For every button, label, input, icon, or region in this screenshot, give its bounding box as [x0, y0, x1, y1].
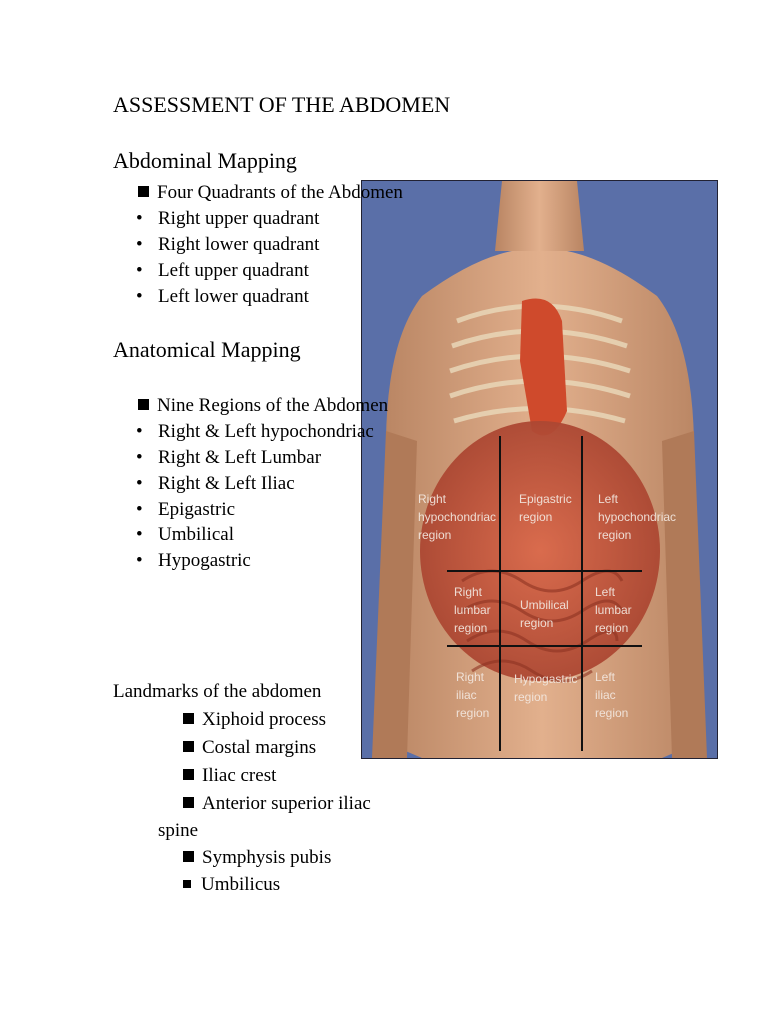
- list-item: • Right upper quadrant: [136, 208, 320, 229]
- list-item: • Right & Left hypochondriac: [136, 421, 374, 442]
- region-label-left-hypochondriac: Left hypochondriac region: [598, 492, 677, 542]
- list-item: Costal margins: [183, 735, 316, 761]
- nine-regions-subheading: Nine Regions of the Abdomen: [138, 393, 388, 419]
- page-title: ASSESSMENT OF THE ABDOMEN: [113, 92, 451, 117]
- list-item: • Umbilical: [136, 524, 234, 545]
- list-item: Symphysis pubis: [183, 845, 331, 871]
- region-label-left-lumbar: Left lumbar region: [595, 585, 632, 635]
- list-item: • Epigastric: [136, 499, 236, 520]
- region-label-right-iliac: Right iliac region: [456, 670, 490, 720]
- region-label-right-hypochondriac: Right hypochondriac region: [418, 492, 497, 542]
- square-bullet-icon: [183, 851, 194, 862]
- square-bullet-icon: [138, 186, 149, 197]
- region-label-umbilical: Umbilical region: [520, 598, 569, 630]
- list-item: • Right & Left Lumbar: [136, 447, 322, 468]
- list-item: Anterior superior iliac: [183, 791, 371, 817]
- list-item: • Left upper quadrant: [136, 260, 309, 281]
- region-label-hypogastric: Hypogastric region: [514, 672, 578, 704]
- anatomical-mapping-heading: Anatomical Mapping: [113, 337, 301, 362]
- square-bullet-icon: [183, 769, 194, 780]
- region-label-left-iliac: Left iliac region: [595, 670, 629, 720]
- square-bullet-icon: [183, 797, 194, 808]
- list-item-continuation: spine: [158, 820, 199, 841]
- square-bullet-icon: [138, 399, 149, 410]
- four-quadrants-subheading: Four Quadrants of the Abdomen: [138, 180, 403, 206]
- square-bullet-icon: [183, 741, 194, 752]
- list-item: Iliac crest: [183, 763, 276, 789]
- abdominal-regions-figure: [361, 180, 718, 759]
- landmarks-heading: Landmarks of the abdomen: [113, 681, 322, 702]
- list-item: Xiphoid process: [183, 707, 326, 733]
- abdominal-mapping-heading: Abdominal Mapping: [113, 148, 297, 173]
- region-label-right-lumbar: Right lumbar region: [454, 585, 491, 635]
- list-item: • Left lower quadrant: [136, 286, 309, 307]
- list-item: Umbilicus: [183, 872, 280, 898]
- square-bullet-icon: [183, 713, 194, 724]
- list-item: • Right & Left Iliac: [136, 473, 295, 494]
- list-item: • Hypogastric: [136, 550, 251, 571]
- list-item: • Right lower quadrant: [136, 234, 320, 255]
- square-bullet-icon: [183, 880, 191, 888]
- region-label-epigastric: Epigastric region: [519, 492, 572, 524]
